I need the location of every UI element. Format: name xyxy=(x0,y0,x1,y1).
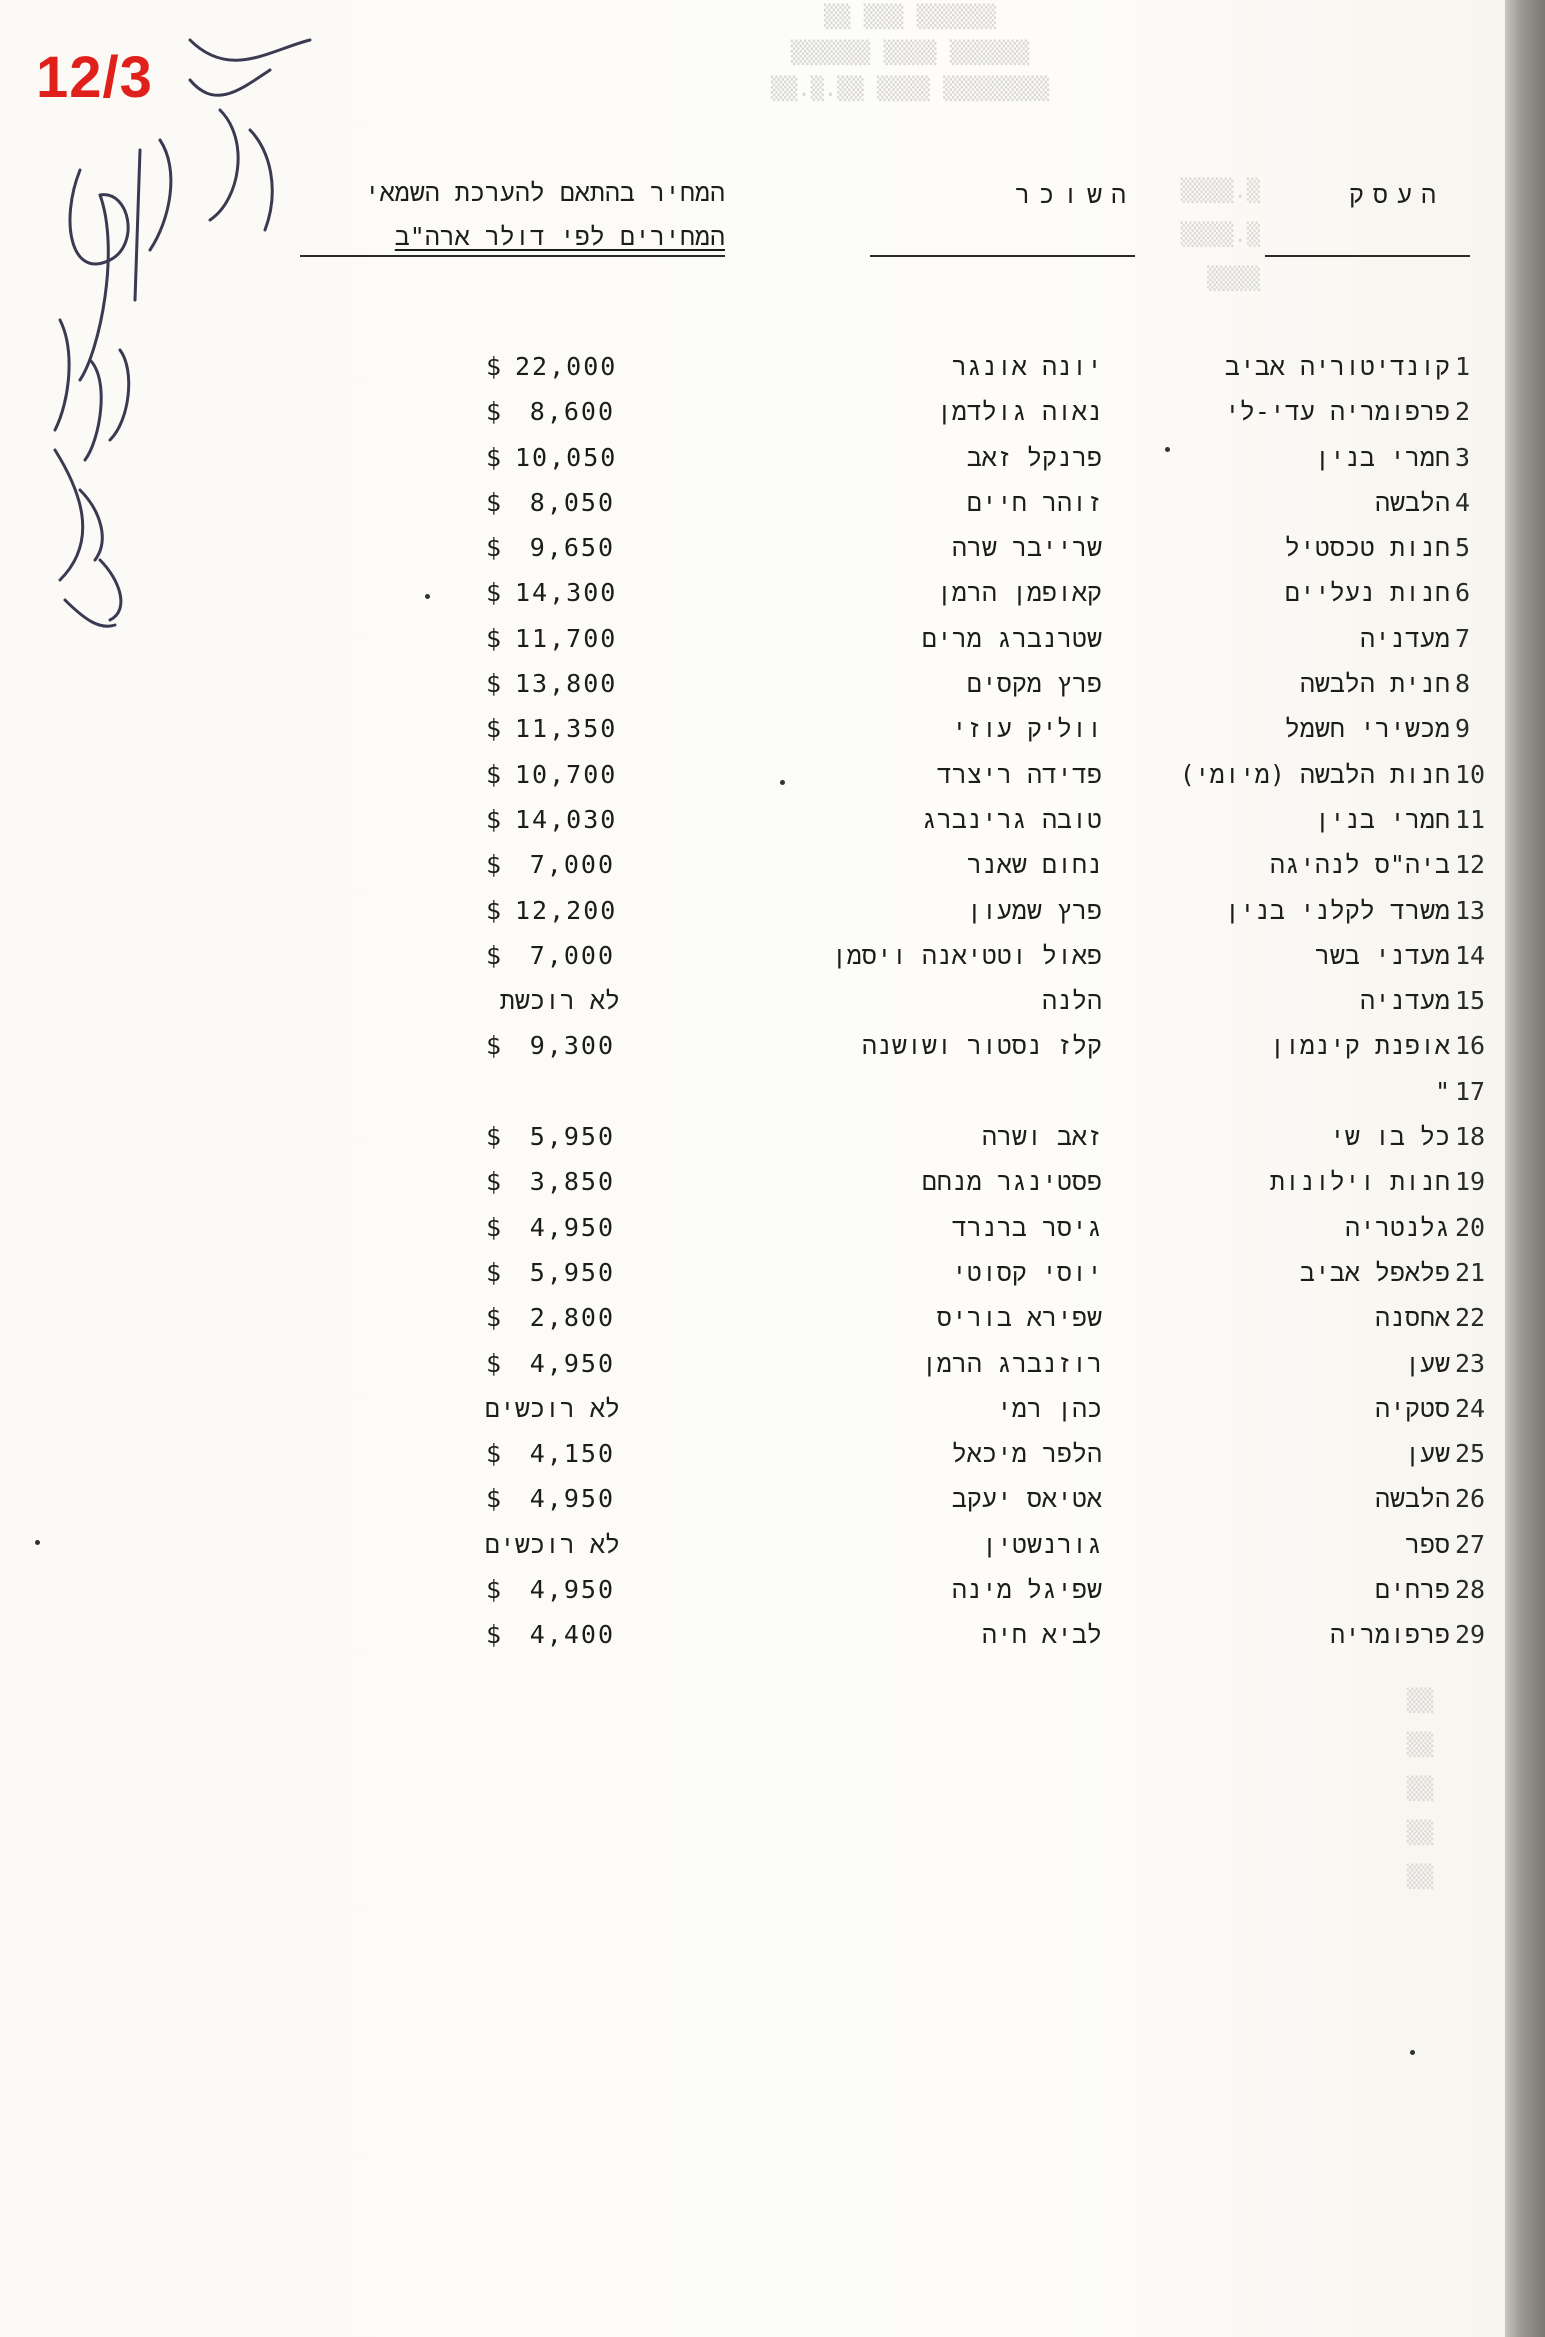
table-row xyxy=(0,1167,1505,1212)
business-cell: הלבשה xyxy=(1374,487,1450,517)
row-number: 29 xyxy=(1455,1620,1486,1650)
row-number: 2 xyxy=(1455,397,1471,427)
tenant-cell: אטיאס יעקב xyxy=(951,1484,1102,1514)
price-cell: 8,050 xyxy=(529,487,615,517)
table-row xyxy=(0,986,1505,1031)
business-cell: קונדיטוריה אביב xyxy=(1224,352,1450,381)
business-cell: ספר xyxy=(1404,1529,1450,1559)
business-cell: כל בו שי xyxy=(1329,1122,1450,1152)
currency-cell: $ xyxy=(486,1348,502,1378)
price-cell: 14,030 xyxy=(515,804,618,834)
row-number: 17 xyxy=(1455,1076,1486,1106)
tenant-cell: נאוה גולדמן xyxy=(936,397,1102,427)
table-row xyxy=(0,1303,1505,1348)
currency-cell: $ xyxy=(486,487,502,517)
header-tenant: השוכר xyxy=(1014,180,1135,209)
business-cell: פרפומריה xyxy=(1329,1620,1450,1650)
row-number: 14 xyxy=(1455,940,1486,970)
row-number: 10 xyxy=(1455,759,1486,789)
business-cell: חנית הלבשה xyxy=(1299,669,1450,699)
row-number: 13 xyxy=(1455,895,1486,925)
price-cell: 22,000 xyxy=(515,352,618,381)
tenant-cell: לביא חיה xyxy=(981,1620,1102,1650)
currency-cell: $ xyxy=(486,1031,502,1061)
business-cell: שען xyxy=(1404,1348,1450,1378)
row-number: 28 xyxy=(1455,1575,1486,1605)
currency-cell: $ xyxy=(486,895,502,925)
business-cell: חנות וילונות xyxy=(1269,1167,1450,1197)
tenant-cell: גיסר ברנרד xyxy=(951,1212,1102,1242)
currency-cell: $ xyxy=(486,759,502,789)
table-row xyxy=(0,1394,1505,1439)
row-number: 3 xyxy=(1455,442,1471,472)
table-row xyxy=(0,533,1505,578)
table-row xyxy=(0,714,1505,759)
business-cell: מעדניה xyxy=(1359,986,1450,1016)
business-cell: חמרי בנין xyxy=(1314,804,1450,834)
tenant-cell: פרץ מקסים xyxy=(966,669,1102,699)
tenant-cell: שרייבר שרה xyxy=(951,533,1102,563)
currency-cell: $ xyxy=(486,1484,502,1514)
tenant-cell: נחום שאנר xyxy=(966,850,1102,880)
tenant-cell: יונה אונגר xyxy=(951,352,1102,381)
bleed-through-header: ▒▒▒▒▒▒ ▒▒▒ ▒▒ ▒▒▒▒▒▒ ▒▒▒▒ ▒▒▒▒▒▒ ▒▒▒▒▒▒▒▒ ▒▒▒▒ ▒▒.▒.▒▒ xyxy=(770,5,1050,102)
row-number: 18 xyxy=(1455,1122,1486,1152)
row-number: 25 xyxy=(1455,1439,1486,1469)
price-cell: 2,800 xyxy=(529,1303,615,1333)
table-row xyxy=(0,624,1505,669)
tenant-cell: פדידה ריצרד xyxy=(936,759,1102,789)
price-cell: 5,950 xyxy=(529,1122,615,1152)
table-row xyxy=(0,352,1505,397)
table-row xyxy=(0,1439,1505,1484)
tenant-cell: קאופמן הרמן xyxy=(936,578,1102,608)
row-number: 21 xyxy=(1455,1257,1486,1287)
row-number: 4 xyxy=(1455,487,1471,517)
row-number: 24 xyxy=(1455,1393,1486,1423)
row-number: 7 xyxy=(1455,623,1471,653)
speck xyxy=(1410,2050,1415,2055)
row-number: 8 xyxy=(1455,669,1471,699)
speck xyxy=(425,594,430,599)
table-row xyxy=(0,805,1505,850)
tenant-cell: יוסי קסוטי xyxy=(951,1257,1102,1287)
table-row xyxy=(0,1575,1505,1620)
price-note-cell: לא רוכשים xyxy=(484,1529,620,1559)
price-cell: 10,700 xyxy=(515,759,618,789)
table-row xyxy=(0,1484,1505,1529)
row-number: 6 xyxy=(1455,578,1471,608)
tenant-cell: הלנה xyxy=(1041,986,1102,1016)
business-cell: פרחים xyxy=(1374,1575,1450,1605)
header-rule-tenant xyxy=(870,255,1135,257)
table-row xyxy=(0,1620,1505,1665)
business-cell: חמרי בנין xyxy=(1314,442,1450,472)
row-number: 1 xyxy=(1455,352,1471,381)
tenant-cell: קלז נסטור ושושנה xyxy=(861,1031,1102,1061)
price-cell: 7,000 xyxy=(529,940,615,970)
price-note-cell: לא רוכשים xyxy=(484,1393,620,1423)
currency-cell: $ xyxy=(486,1122,502,1152)
business-cell: משרד לקלני בנין xyxy=(1224,895,1450,925)
currency-cell: $ xyxy=(486,940,502,970)
row-number: 26 xyxy=(1455,1484,1486,1514)
business-cell: חנות נעליים xyxy=(1284,578,1450,608)
table-row xyxy=(0,1213,1505,1258)
table-row xyxy=(0,1077,1505,1122)
business-cell: אחסנה xyxy=(1374,1303,1450,1333)
price-cell: 13,800 xyxy=(515,669,618,699)
currency-cell: $ xyxy=(486,1575,502,1605)
tenant-cell: זוהר חיים xyxy=(966,487,1102,517)
currency-cell: $ xyxy=(486,397,502,427)
table-row xyxy=(0,850,1505,895)
table-row xyxy=(0,760,1505,805)
table-row xyxy=(0,443,1505,488)
tenant-cell: פרץ שמעון xyxy=(966,895,1102,925)
row-number: 12 xyxy=(1455,850,1486,880)
row-number: 16 xyxy=(1455,1031,1486,1061)
row-number: 22 xyxy=(1455,1303,1486,1333)
price-cell: 5,950 xyxy=(529,1257,615,1287)
table-row xyxy=(0,896,1505,941)
business-cell: " xyxy=(1434,1076,1450,1106)
table-row xyxy=(0,941,1505,986)
tenant-cell: טובה גרינברג xyxy=(921,804,1102,834)
currency-cell: $ xyxy=(486,669,502,699)
header-rule-business xyxy=(1265,255,1470,257)
tenant-cell: שפיגל מינה xyxy=(951,1575,1102,1605)
business-cell: גלנטריה xyxy=(1344,1212,1450,1242)
business-cell: מעדניה xyxy=(1359,623,1450,653)
currency-cell: $ xyxy=(486,533,502,563)
currency-cell: $ xyxy=(486,1167,502,1197)
tenant-cell: כהן רמי xyxy=(996,1393,1102,1423)
tenant-cell: הלפר מיכאל xyxy=(951,1439,1102,1469)
price-cell: 4,950 xyxy=(529,1575,615,1605)
business-cell: ביה"ס לנהיגה xyxy=(1269,850,1450,880)
business-cell: הלבשה xyxy=(1374,1484,1450,1514)
price-cell: 8,600 xyxy=(529,397,615,427)
currency-cell: $ xyxy=(486,352,502,381)
row-number: 5 xyxy=(1455,533,1471,563)
currency-cell: $ xyxy=(486,1620,502,1650)
table-row xyxy=(0,578,1505,623)
price-cell: 3,850 xyxy=(529,1167,615,1197)
bleed-through-numbers: ▒▒ ▒▒ ▒▒ ▒▒ ▒▒ xyxy=(1406,1689,1434,1890)
tenant-cell: שטרנברג מרים xyxy=(921,623,1102,653)
business-cell: חנות הלבשה (מיומי) xyxy=(1179,759,1450,789)
row-number: 11 xyxy=(1455,804,1486,834)
speck xyxy=(780,780,785,785)
row-number: 19 xyxy=(1455,1167,1486,1197)
tenant-cell: פסטינגר מנחם xyxy=(921,1167,1102,1197)
price-cell: 7,000 xyxy=(529,850,615,880)
currency-cell: $ xyxy=(486,1257,502,1287)
table-row xyxy=(0,1258,1505,1303)
table-row xyxy=(0,669,1505,714)
tenant-cell: פרנקל זאב xyxy=(966,442,1102,472)
table-row xyxy=(0,1031,1505,1076)
price-cell: 4,150 xyxy=(529,1439,615,1469)
table-row xyxy=(0,1349,1505,1394)
table-body xyxy=(0,352,1505,1666)
currency-cell: $ xyxy=(486,850,502,880)
speck xyxy=(35,1540,40,1545)
price-cell: 4,950 xyxy=(529,1484,615,1514)
header-rule-price xyxy=(300,255,725,257)
header-business: העסק xyxy=(1348,180,1445,209)
table-row xyxy=(0,397,1505,442)
business-cell: שען xyxy=(1404,1439,1450,1469)
row-number: 20 xyxy=(1455,1212,1486,1242)
currency-cell: $ xyxy=(486,804,502,834)
tenant-cell: זאב ושרה xyxy=(981,1122,1102,1152)
page-mark: 12/3 xyxy=(36,45,153,110)
currency-cell: $ xyxy=(486,578,502,608)
row-number: 27 xyxy=(1455,1529,1486,1559)
price-cell: 9,650 xyxy=(529,533,615,563)
page-edge-shadow xyxy=(1505,0,1545,2337)
currency-cell: $ xyxy=(486,1303,502,1333)
table-row xyxy=(0,1530,1505,1575)
price-cell: 14,300 xyxy=(515,578,618,608)
price-cell: 4,950 xyxy=(529,1348,615,1378)
currency-cell: $ xyxy=(486,1212,502,1242)
tenant-cell: רוזנברג הרמן xyxy=(921,1348,1102,1378)
business-cell: סטקיה xyxy=(1374,1393,1450,1423)
bleed-through-side: ▒.▒▒▒▒ ▒.▒▒▒▒ ▒▒▒▒ xyxy=(1180,179,1260,292)
price-cell: 11,350 xyxy=(515,714,618,744)
price-cell: 10,050 xyxy=(515,442,618,472)
business-cell: פרפומריה עדי-לי xyxy=(1224,397,1450,427)
price-cell: 4,950 xyxy=(529,1212,615,1242)
currency-cell: $ xyxy=(486,623,502,653)
price-cell: 11,700 xyxy=(515,623,618,653)
price-cell: 4,400 xyxy=(529,1620,615,1650)
header-price-line2: המחירים לפי דולר ארה"ב xyxy=(394,222,725,251)
price-cell: 12,200 xyxy=(515,895,618,925)
business-cell: אופנת קינמון xyxy=(1269,1031,1450,1061)
tenant-cell: ווליק עוזי xyxy=(951,714,1102,744)
table-row xyxy=(0,1122,1505,1167)
business-cell: מכשירי חשמל xyxy=(1284,714,1450,744)
header-price-line1: המחיר בהתאם להערכת השמאי xyxy=(364,178,725,207)
row-number: 23 xyxy=(1455,1348,1486,1378)
business-cell: פלאפל אביב xyxy=(1299,1257,1450,1287)
price-note-cell: לא רוכשת xyxy=(499,986,620,1016)
tenant-cell: שפירא בוריס xyxy=(936,1303,1102,1333)
currency-cell: $ xyxy=(486,714,502,744)
price-cell: 9,300 xyxy=(529,1031,615,1061)
business-cell: מעדני בשר xyxy=(1314,940,1450,970)
tenant-cell: פאול וטטיאנה ויסמן xyxy=(831,940,1102,970)
currency-cell: $ xyxy=(486,1439,502,1469)
business-cell: חנות טכסטיל xyxy=(1284,533,1450,563)
speck xyxy=(1165,447,1170,452)
currency-cell: $ xyxy=(486,442,502,472)
row-number: 15 xyxy=(1455,986,1486,1016)
table-row xyxy=(0,488,1505,533)
row-number: 9 xyxy=(1455,714,1471,744)
tenant-cell: גורנשטין xyxy=(981,1529,1102,1559)
